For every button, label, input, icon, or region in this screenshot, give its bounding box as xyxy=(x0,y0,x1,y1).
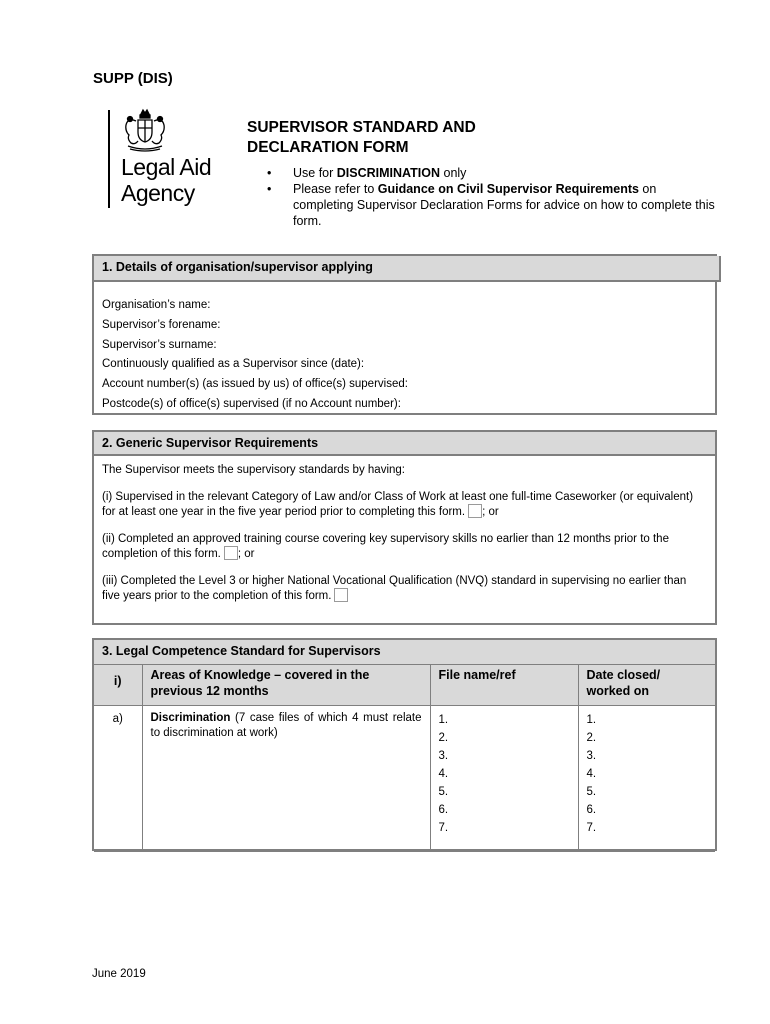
requirement-option-2 xyxy=(102,532,707,561)
requirement-1-suffix: ; or xyxy=(482,506,499,518)
requirement-1-text: (i) Supervised in the relevant Category of Law and/or Class of Work at least one full-time Caseworker (or equivalent) for at least one year in the five year period prior to completing this form. xyxy=(102,491,694,518)
instruction-1-bold: DISCRIMINATION xyxy=(336,166,441,180)
postcodes-field[interactable]: Postcode(s) of office(s) supervised (if no Account number): xyxy=(102,397,401,410)
competence-table xyxy=(94,665,715,852)
requirement-2-suffix: ; or xyxy=(237,548,255,560)
date-closed-4[interactable]: 4. xyxy=(586,767,597,780)
file-ref-1[interactable]: 1. xyxy=(438,713,449,726)
form-code: SUPP (DIS) xyxy=(93,70,173,87)
legal-aid-agency-logo xyxy=(108,108,238,208)
instruction-1-post: only xyxy=(440,166,467,180)
instruction-2-pre: Please refer to xyxy=(293,182,378,196)
row-label: a) xyxy=(94,705,142,851)
header-file-name: File name/ref xyxy=(430,665,578,705)
section-2-heading: 2. Generic Supervisor Requirements xyxy=(94,432,715,456)
table-row xyxy=(94,705,715,851)
royal-coat-of-arms-icon xyxy=(122,108,168,152)
organisation-name-field[interactable]: Organisation’s name: xyxy=(102,299,211,311)
header-index: i) xyxy=(94,665,142,705)
requirement-option-1 xyxy=(102,490,707,519)
instruction-item-1 xyxy=(265,165,715,181)
instruction-list xyxy=(265,165,715,229)
section-organisation-details xyxy=(92,254,717,415)
logo-line2: Agency xyxy=(121,180,195,206)
header-date-closed: Date closed/ worked on xyxy=(578,665,715,705)
logo-divider xyxy=(108,110,110,208)
requirement-3-text: (iii) Completed the Level 3 or higher National Vocational Qualification (NVQ) standard in supervising no earlier than five years prior to the completion of this form. xyxy=(102,575,687,602)
file-ref-7[interactable]: 7. xyxy=(438,821,449,834)
section-legal-competence xyxy=(92,638,717,851)
date-closed-cell[interactable] xyxy=(578,705,715,851)
row-area-description xyxy=(142,705,430,851)
row-area-rest: (7 case files of which 4 must relate to discrimination at work) xyxy=(150,711,422,739)
title-line1: SUPERVISOR STANDARD AND xyxy=(247,119,476,136)
requirement-2-text: (ii) Completed an approved training course covering key supervisory skills no earlier than 12 months prior to the completion of this form. xyxy=(102,533,669,560)
account-numbers-field[interactable]: Account number(s) (as issued by us) of office(s) supervised: xyxy=(102,378,408,391)
competence-table-header xyxy=(94,665,715,705)
supervisor-forename-field[interactable]: Supervisor’s forename: xyxy=(102,318,221,331)
instruction-1-pre: Use for xyxy=(293,166,337,180)
section-3-heading: 3. Legal Competence Standard for Supervisors xyxy=(94,640,715,665)
section-2-body xyxy=(94,456,715,603)
title-line2: DECLARATION FORM xyxy=(247,139,409,156)
qualified-since-field[interactable]: Continuously qualified as a Supervisor since (date): xyxy=(102,358,365,371)
requirement-1-checkbox[interactable] xyxy=(468,504,482,518)
supervisor-surname-field[interactable]: Supervisor’s surname: xyxy=(102,338,217,351)
header-areas-of-knowledge: Areas of Knowledge – covered in the previous 12 months xyxy=(142,665,430,705)
date-closed-7[interactable]: 7. xyxy=(586,821,597,834)
file-ref-2[interactable]: 2. xyxy=(438,731,449,744)
section-1-heading: 1. Details of organisation/supervisor applying xyxy=(94,256,721,282)
date-closed-6[interactable]: 6. xyxy=(586,803,597,816)
instruction-2-bold: Guidance on Civil Supervisor Requirements xyxy=(377,182,639,196)
requirements-intro: The Supervisor meets the supervisory standards by having: xyxy=(102,464,405,476)
requirement-3-checkbox[interactable] xyxy=(334,588,348,602)
form-title xyxy=(247,118,476,158)
file-ref-4[interactable]: 4. xyxy=(438,767,449,780)
footer-date: June 2019 xyxy=(92,968,146,980)
file-ref-3[interactable]: 3. xyxy=(438,749,449,762)
section-1-fields xyxy=(94,282,715,415)
file-ref-6[interactable]: 6. xyxy=(438,803,449,816)
date-closed-3[interactable]: 3. xyxy=(586,749,597,762)
instruction-item-2 xyxy=(265,181,715,229)
file-name-cell[interactable] xyxy=(430,705,578,851)
instruction-2-post: on completing Supervisor Declaration Forms for advice on how to complete this form. xyxy=(293,182,715,228)
requirement-2-checkbox[interactable] xyxy=(224,546,238,560)
row-area-bold: Discrimination xyxy=(150,711,231,724)
logo-line1: Legal Aid xyxy=(121,154,212,180)
section-generic-requirements xyxy=(92,430,717,625)
date-closed-2[interactable]: 2. xyxy=(586,731,597,744)
file-ref-5[interactable]: 5. xyxy=(438,785,449,798)
requirement-option-3 xyxy=(102,574,707,603)
date-closed-5[interactable]: 5. xyxy=(586,785,597,798)
logo-wordmark xyxy=(121,154,211,206)
date-closed-1[interactable]: 1. xyxy=(586,713,597,726)
